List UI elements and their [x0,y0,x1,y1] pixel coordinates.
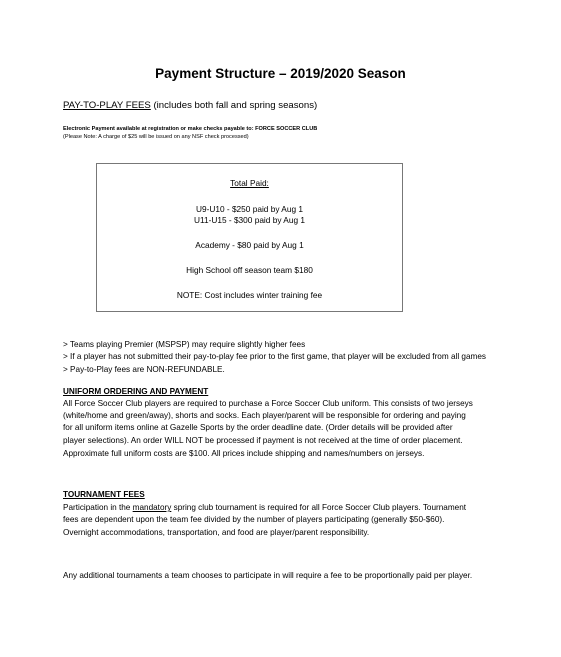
pay-to-play-heading: PAY-TO-PLAY FEES [63,100,151,111]
nsf-note: (Please Note: A charge of $25 will be issued on any NSF check processed) [63,134,249,140]
tournament-line-2: fees are dependent upon the team fee divided by the number of players participating (generally $50-$60). [63,515,445,524]
uniform-line: (white/home and green/away), shorts and socks. Each player/parent will be responsible for ordering and paying [63,411,466,420]
bullet-non-refundable: > Pay-to-Play fees are NON-REFUNDABLE. [63,365,225,374]
fees-box-heading: Total Paid: [230,178,269,188]
page-title: Payment Structure – 2019/2020 Season [155,66,406,81]
tournament-heading: TOURNAMENT FEES [63,490,145,499]
tournament-line-3: Overnight accommodations, transportation, and food are player/parent responsibility. [63,528,370,537]
uniform-line: for all uniform items online at Gazelle Sports by the order deadline date. (Order details will be provided after [63,423,453,432]
tournament-line-1 [63,503,466,512]
uniform-line: All Force Soccer Club players are required to purchase a Force Soccer Club uniform. This consists of two jerseys [63,399,473,408]
additional-tournaments-note: Any additional tournaments a team chooses to participate in will require a fee to be proportionally paid per player. [63,571,473,580]
tournament-line-1-pre: Participation in the [63,503,133,512]
fees-box-note: NOTE: Cost includes winter training fee [176,290,323,300]
mandatory-text: mandatory [132,503,172,512]
fee-u9-u10: U9-U10 - $250 paid by Aug 1 [195,204,303,214]
bullet-premier: > Teams playing Premier (MSPSP) may require slightly higher fees [63,340,306,349]
fees-box [96,163,403,312]
pay-to-play-heading-line [63,100,317,111]
uniform-heading: UNIFORM ORDERING AND PAYMENT [63,387,209,396]
uniform-line: player selections). An order WILL NOT be processed if payment is not received at the time of order placement. [63,436,463,445]
bullet-exclusion: > If a player has not submitted their pay-to-play fee prior to the first game, that player will be excluded from all games [63,352,486,361]
fee-u11-u15: U11-U15 - $300 paid by Aug 1 [193,215,305,225]
tournament-line-1-post: spring club tournament is required for all Force Soccer Club players. Tournament [171,503,467,512]
electronic-payment-note: Electronic Payment available at registration or make checks payable to: FORCE SOCCER CLUB [63,126,318,132]
uniform-line: Approximate full uniform costs are $100. All prices include shipping and names/numbers on jerseys. [63,449,425,458]
pay-to-play-heading-suffix: (includes both fall and spring seasons) [150,100,318,111]
fee-academy: Academy - $80 paid by Aug 1 [195,240,304,250]
fee-high-school: High School off season team $180 [186,265,313,275]
